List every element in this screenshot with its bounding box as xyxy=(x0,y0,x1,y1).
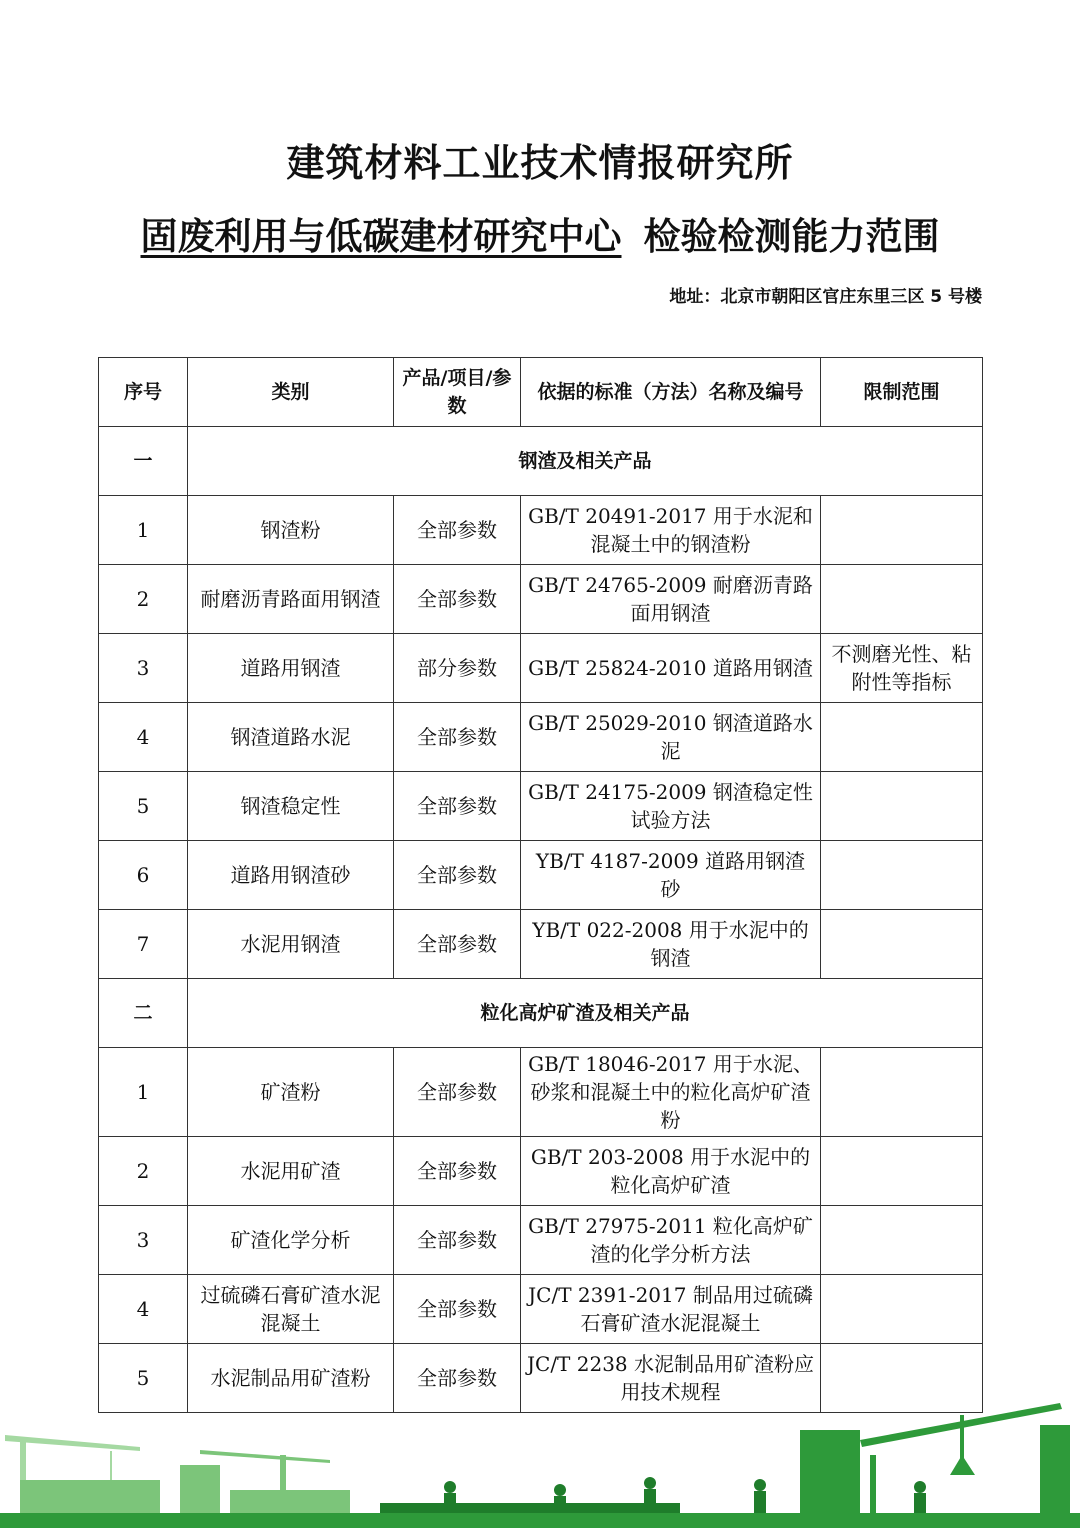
cell-standard: YB/T 4187-2009 道路用钢渣砂 xyxy=(521,841,821,910)
cell-category: 水泥用钢渣 xyxy=(188,910,394,979)
cell-param: 全部参数 xyxy=(394,841,521,910)
table-row xyxy=(99,841,983,910)
cell-number: 3 xyxy=(99,634,188,703)
cell-category: 水泥用矿渣 xyxy=(188,1137,394,1206)
table-row xyxy=(99,565,983,634)
cell-number: 2 xyxy=(99,1137,188,1206)
cell-category: 矿渣化学分析 xyxy=(188,1206,394,1275)
scope-title: 检验检测能力范围 xyxy=(643,215,940,258)
cell-number: 3 xyxy=(99,1206,188,1275)
cell-category: 过硫磷石膏矿渣水泥混凝土 xyxy=(188,1275,394,1344)
cell-limit xyxy=(821,565,983,634)
cell-category: 水泥制品用矿渣粉 xyxy=(188,1344,394,1413)
cell-category: 道路用钢渣 xyxy=(188,634,394,703)
cell-param: 全部参数 xyxy=(394,1275,521,1344)
cell-category: 钢渣道路水泥 xyxy=(188,703,394,772)
cell-param: 全部参数 xyxy=(394,910,521,979)
table-row xyxy=(99,1206,983,1275)
table-row xyxy=(99,910,983,979)
cell-standard: YB/T 022-2008 用于水泥中的钢渣 xyxy=(521,910,821,979)
construction-silhouette-banner xyxy=(0,1395,1080,1528)
cell-category: 耐磨沥青路面用钢渣 xyxy=(188,565,394,634)
table-row xyxy=(99,1048,983,1137)
cell-param: 全部参数 xyxy=(394,1344,521,1413)
cell-number: 4 xyxy=(99,703,188,772)
scaffolding-right-icon xyxy=(800,1403,1070,1528)
address: 地址：北京市朝阳区官庄东里三区 5 号楼 xyxy=(669,287,982,307)
section-title: 粒化高炉矿渣及相关产品 xyxy=(188,979,983,1048)
section-number: 二 xyxy=(99,979,188,1048)
cell-standard: GB/T 27975-2011 粒化高炉矿渣的化学分析方法 xyxy=(521,1206,821,1275)
cell-param: 全部参数 xyxy=(394,565,521,634)
cell-category: 钢渣粉 xyxy=(188,496,394,565)
cell-param: 全部参数 xyxy=(394,1206,521,1275)
header-param: 产品/项目/参数 xyxy=(394,358,521,427)
table-row xyxy=(99,772,983,841)
cell-number: 7 xyxy=(99,910,188,979)
cell-standard: GB/T 24175-2009 钢渣稳定性试验方法 xyxy=(521,772,821,841)
cell-limit xyxy=(821,496,983,565)
table-row xyxy=(99,496,983,565)
cell-number: 2 xyxy=(99,565,188,634)
cell-standard: GB/T 203-2008 用于水泥中的粒化高炉矿渣 xyxy=(521,1137,821,1206)
section-number: 一 xyxy=(99,427,188,496)
cell-param: 全部参数 xyxy=(394,772,521,841)
table-header-row xyxy=(99,358,983,427)
document-title: 建筑材料工业技术情报研究所 xyxy=(286,141,794,185)
cell-param: 全部参数 xyxy=(394,703,521,772)
section-title: 钢渣及相关产品 xyxy=(188,427,983,496)
cell-standard: GB/T 20491-2017 用于水泥和混凝土中的钢渣粉 xyxy=(521,496,821,565)
cell-limit xyxy=(821,1048,983,1137)
cell-standard: JC/T 2238 水泥制品用矿渣粉应用技术规程 xyxy=(521,1344,821,1413)
cell-limit xyxy=(821,1275,983,1344)
cell-param: 全部参数 xyxy=(394,1048,521,1137)
cell-standard: GB/T 25824-2010 道路用钢渣 xyxy=(521,634,821,703)
header-no: 序号 xyxy=(99,358,188,427)
cell-limit xyxy=(821,910,983,979)
section-row xyxy=(99,427,983,496)
cell-limit xyxy=(821,703,983,772)
cell-param: 部分参数 xyxy=(394,634,521,703)
cell-number: 1 xyxy=(99,1048,188,1137)
capability-table xyxy=(98,357,983,1413)
cell-number: 5 xyxy=(99,1344,188,1413)
cell-limit: 不测磨光性、粘附性等指标 xyxy=(821,634,983,703)
cell-param: 全部参数 xyxy=(394,496,521,565)
cell-limit xyxy=(821,1206,983,1275)
cell-number: 6 xyxy=(99,841,188,910)
table-row xyxy=(99,634,983,703)
cell-category: 矿渣粉 xyxy=(188,1048,394,1137)
section-row xyxy=(99,979,983,1048)
document-subtitle xyxy=(0,206,1080,260)
cell-standard: JC/T 2391-2017 制品用过硫磷石膏矿渣水泥混凝土 xyxy=(521,1275,821,1344)
center-name: 固废利用与低碳建材研究中心 xyxy=(140,215,622,258)
cell-standard: GB/T 18046-2017 用于水泥、砂浆和混凝土中的粒化高炉矿渣粉 xyxy=(521,1048,821,1137)
header-standard: 依据的标准（方法）名称及编号 xyxy=(521,358,821,427)
header-category: 类别 xyxy=(188,358,394,427)
cell-category: 钢渣稳定性 xyxy=(188,772,394,841)
cell-category: 道路用钢渣砂 xyxy=(188,841,394,910)
cell-limit xyxy=(821,1137,983,1206)
cell-limit xyxy=(821,772,983,841)
cell-standard: GB/T 24765-2009 耐磨沥青路面用钢渣 xyxy=(521,565,821,634)
table-row xyxy=(99,703,983,772)
cell-number: 4 xyxy=(99,1275,188,1344)
table-row xyxy=(99,1275,983,1344)
cell-number: 5 xyxy=(99,772,188,841)
header-limit: 限制范围 xyxy=(821,358,983,427)
table-row xyxy=(99,1137,983,1206)
cell-standard: GB/T 25029-2010 钢渣道路水泥 xyxy=(521,703,821,772)
cell-number: 1 xyxy=(99,496,188,565)
cell-param: 全部参数 xyxy=(394,1137,521,1206)
cell-limit xyxy=(821,841,983,910)
